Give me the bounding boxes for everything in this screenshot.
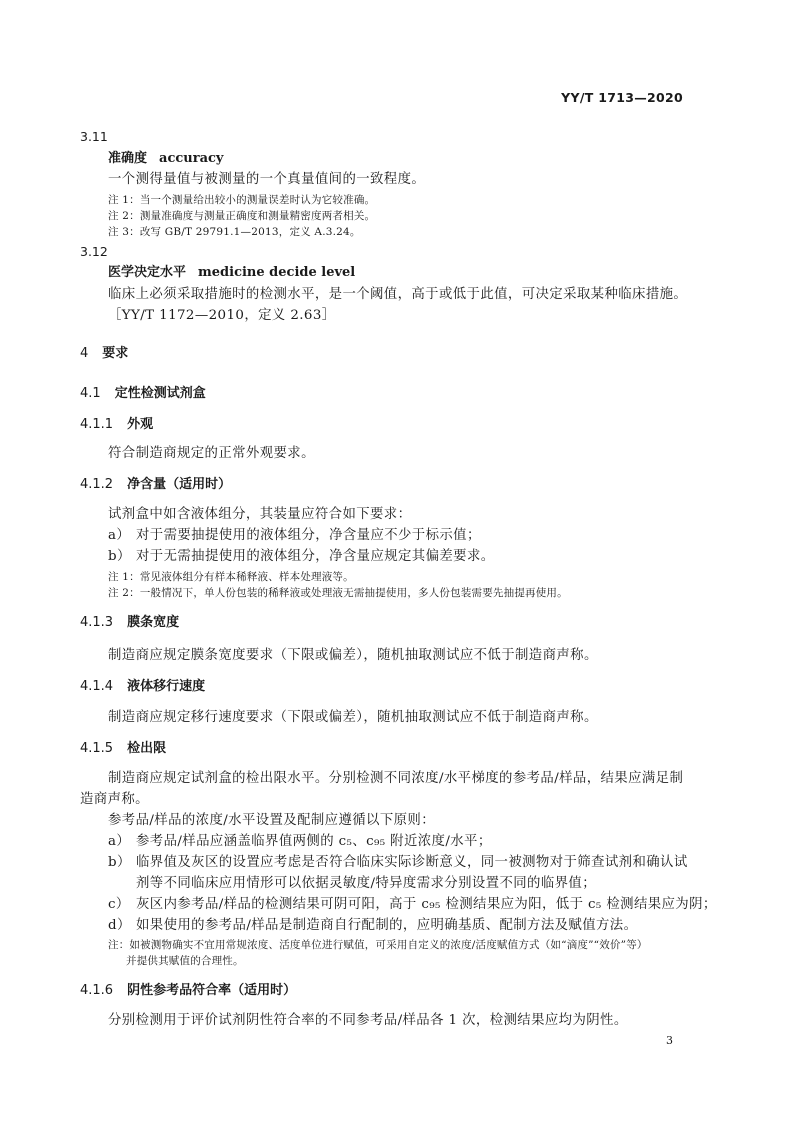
term-en: medicine decide level — [198, 265, 356, 280]
heading-title: 定性检测试剂盒 — [114, 386, 206, 401]
heading-number: 4.1 — [80, 386, 101, 401]
subsection-heading — [80, 616, 179, 629]
paragraph: 参考品/样品的浓度/水平设置及配制应遵循以下原则： — [108, 813, 436, 828]
note: 注 2：测量准确度与测量正确度和测量精密度两者相关。 — [108, 210, 376, 222]
heading-number: 4 — [80, 346, 89, 361]
chapter-heading — [80, 347, 128, 360]
term-heading — [108, 152, 223, 165]
term-zh: 准确度 — [108, 151, 148, 166]
paragraph: 分别检测用于评价试剂阴性符合率的不同参考品/样品各 1 次，检测结果应均为阴性。 — [108, 1013, 628, 1028]
note: 注：如被测物确实不宜用常规浓度、活度单位进行赋值，可采用自定义的浓度/活度赋值方式（如“滴度”“效价”等） — [108, 939, 648, 951]
list-item — [108, 856, 688, 869]
list-marker: a） — [108, 834, 131, 849]
heading-number: 4.1.1 — [80, 417, 114, 432]
list-item — [108, 529, 481, 542]
heading-title: 净含量（适用时） — [127, 477, 232, 492]
note: 注 3：改写 GB/T 29791.1—2013，定义 A.3.24。 — [108, 226, 361, 238]
list-item-text: 对于需要抽提使用的液体组分，净含量应不少于标示值； — [136, 528, 481, 543]
term-zh: 医学决定水平 — [108, 265, 187, 280]
heading-title: 膜条宽度 — [127, 615, 180, 630]
heading-title: 要求 — [102, 346, 129, 361]
heading-number: 4.1.3 — [80, 615, 114, 630]
paragraph: 制造商应规定移行速度要求（下限或偏差），随机抽取测试应不低于制造商声称。 — [108, 710, 598, 725]
list-item-continuation: 剂等不同临床应用情形可以依据灵敏度/特异度需求分别设置不同的临界值； — [136, 876, 596, 891]
standard-number: YY/T 1713—2020 — [561, 90, 683, 105]
list-marker: a） — [108, 528, 131, 543]
heading-title: 阴性参考品符合率（适用时） — [127, 983, 297, 998]
section-heading — [80, 387, 206, 400]
heading-number: 4.1.4 — [80, 679, 114, 694]
paragraph: 制造商应规定膜条宽度要求（下限或偏差），随机抽取测试应不低于制造商声称。 — [108, 648, 598, 663]
note: 注 2：一般情况下，单人份包装的稀释液或处理液无需抽提使用，多人份包装需要先抽提再使用。 — [108, 587, 568, 599]
subsection-heading — [80, 680, 205, 693]
subsection-heading — [80, 984, 296, 997]
subsection-heading — [80, 478, 231, 491]
list-item-text: 对于无需抽提使用的液体组分，净含量应规定其偏差要求。 — [136, 549, 495, 564]
paragraph-continuation: 造商声称。 — [80, 792, 149, 807]
heading-number: 4.1.2 — [80, 477, 114, 492]
clause-number: 3.12 — [80, 244, 108, 259]
heading-title: 外观 — [127, 417, 154, 432]
list-item-text: 临界值及灰区的设置应考虑是否符合临床实际诊断意义，同一被测物对于筛查试剂和确认试 — [136, 855, 688, 870]
term-heading — [108, 266, 355, 279]
definition-text: 一个测得量值与被测量的一个真量值间的一致程度。 — [108, 172, 426, 187]
heading-title: 液体移行速度 — [127, 679, 206, 694]
heading-title: 检出限 — [127, 741, 167, 756]
paragraph: 符合制造商规定的正常外观要求。 — [108, 446, 315, 461]
list-marker: c） — [108, 897, 130, 912]
subsection-heading — [80, 742, 166, 755]
list-item-text: 灰区内参考品/样品的检测结果可阴可阳，高于 c₉₅ 检测结果应为阳，低于 c₅ 检测结果应为阴； — [136, 897, 717, 912]
page-number: 3 — [666, 1034, 673, 1047]
heading-number: 4.1.5 — [80, 741, 114, 756]
list-marker: b） — [108, 549, 131, 564]
note: 注 1：当一个测量给出较小的测量误差时认为它较准确。 — [108, 194, 376, 206]
subsection-heading — [80, 418, 153, 431]
heading-number: 4.1.6 — [80, 983, 114, 998]
term-en: accuracy — [159, 151, 224, 166]
list-item — [108, 550, 495, 563]
clause-number: 3.11 — [80, 129, 108, 144]
source-reference: ［YY/T 1172—2010，定义 2.63］ — [108, 308, 336, 323]
list-marker: b） — [108, 855, 131, 870]
list-item — [108, 835, 492, 848]
note-continuation: 并提供其赋值的合理性。 — [126, 955, 244, 967]
note: 注 1：常见液体组分有样本稀释液、样本处理液等。 — [108, 571, 354, 583]
list-item-text: 参考品/样品应涵盖临界值两侧的 c₅、c₉₅ 附近浓度/水平； — [136, 834, 492, 849]
list-item — [108, 898, 717, 911]
paragraph: 试剂盒中如含液体组分，其装量应符合如下要求： — [108, 507, 412, 522]
paragraph: 制造商应规定试剂盒的检出限水平。分别检测不同浓度/水平梯度的参考品/样品，结果应满足制 — [108, 771, 684, 786]
list-item — [108, 919, 637, 932]
definition-text: 临床上必须采取措施时的检测水平，是一个阈值，高于或低于此值，可决定采取某种临床措施。 — [108, 287, 688, 302]
list-item-text: 如果使用的参考品/样品是制造商自行配制的，应明确基质、配制方法及赋值方法。 — [136, 918, 638, 933]
list-marker: d） — [108, 918, 131, 933]
